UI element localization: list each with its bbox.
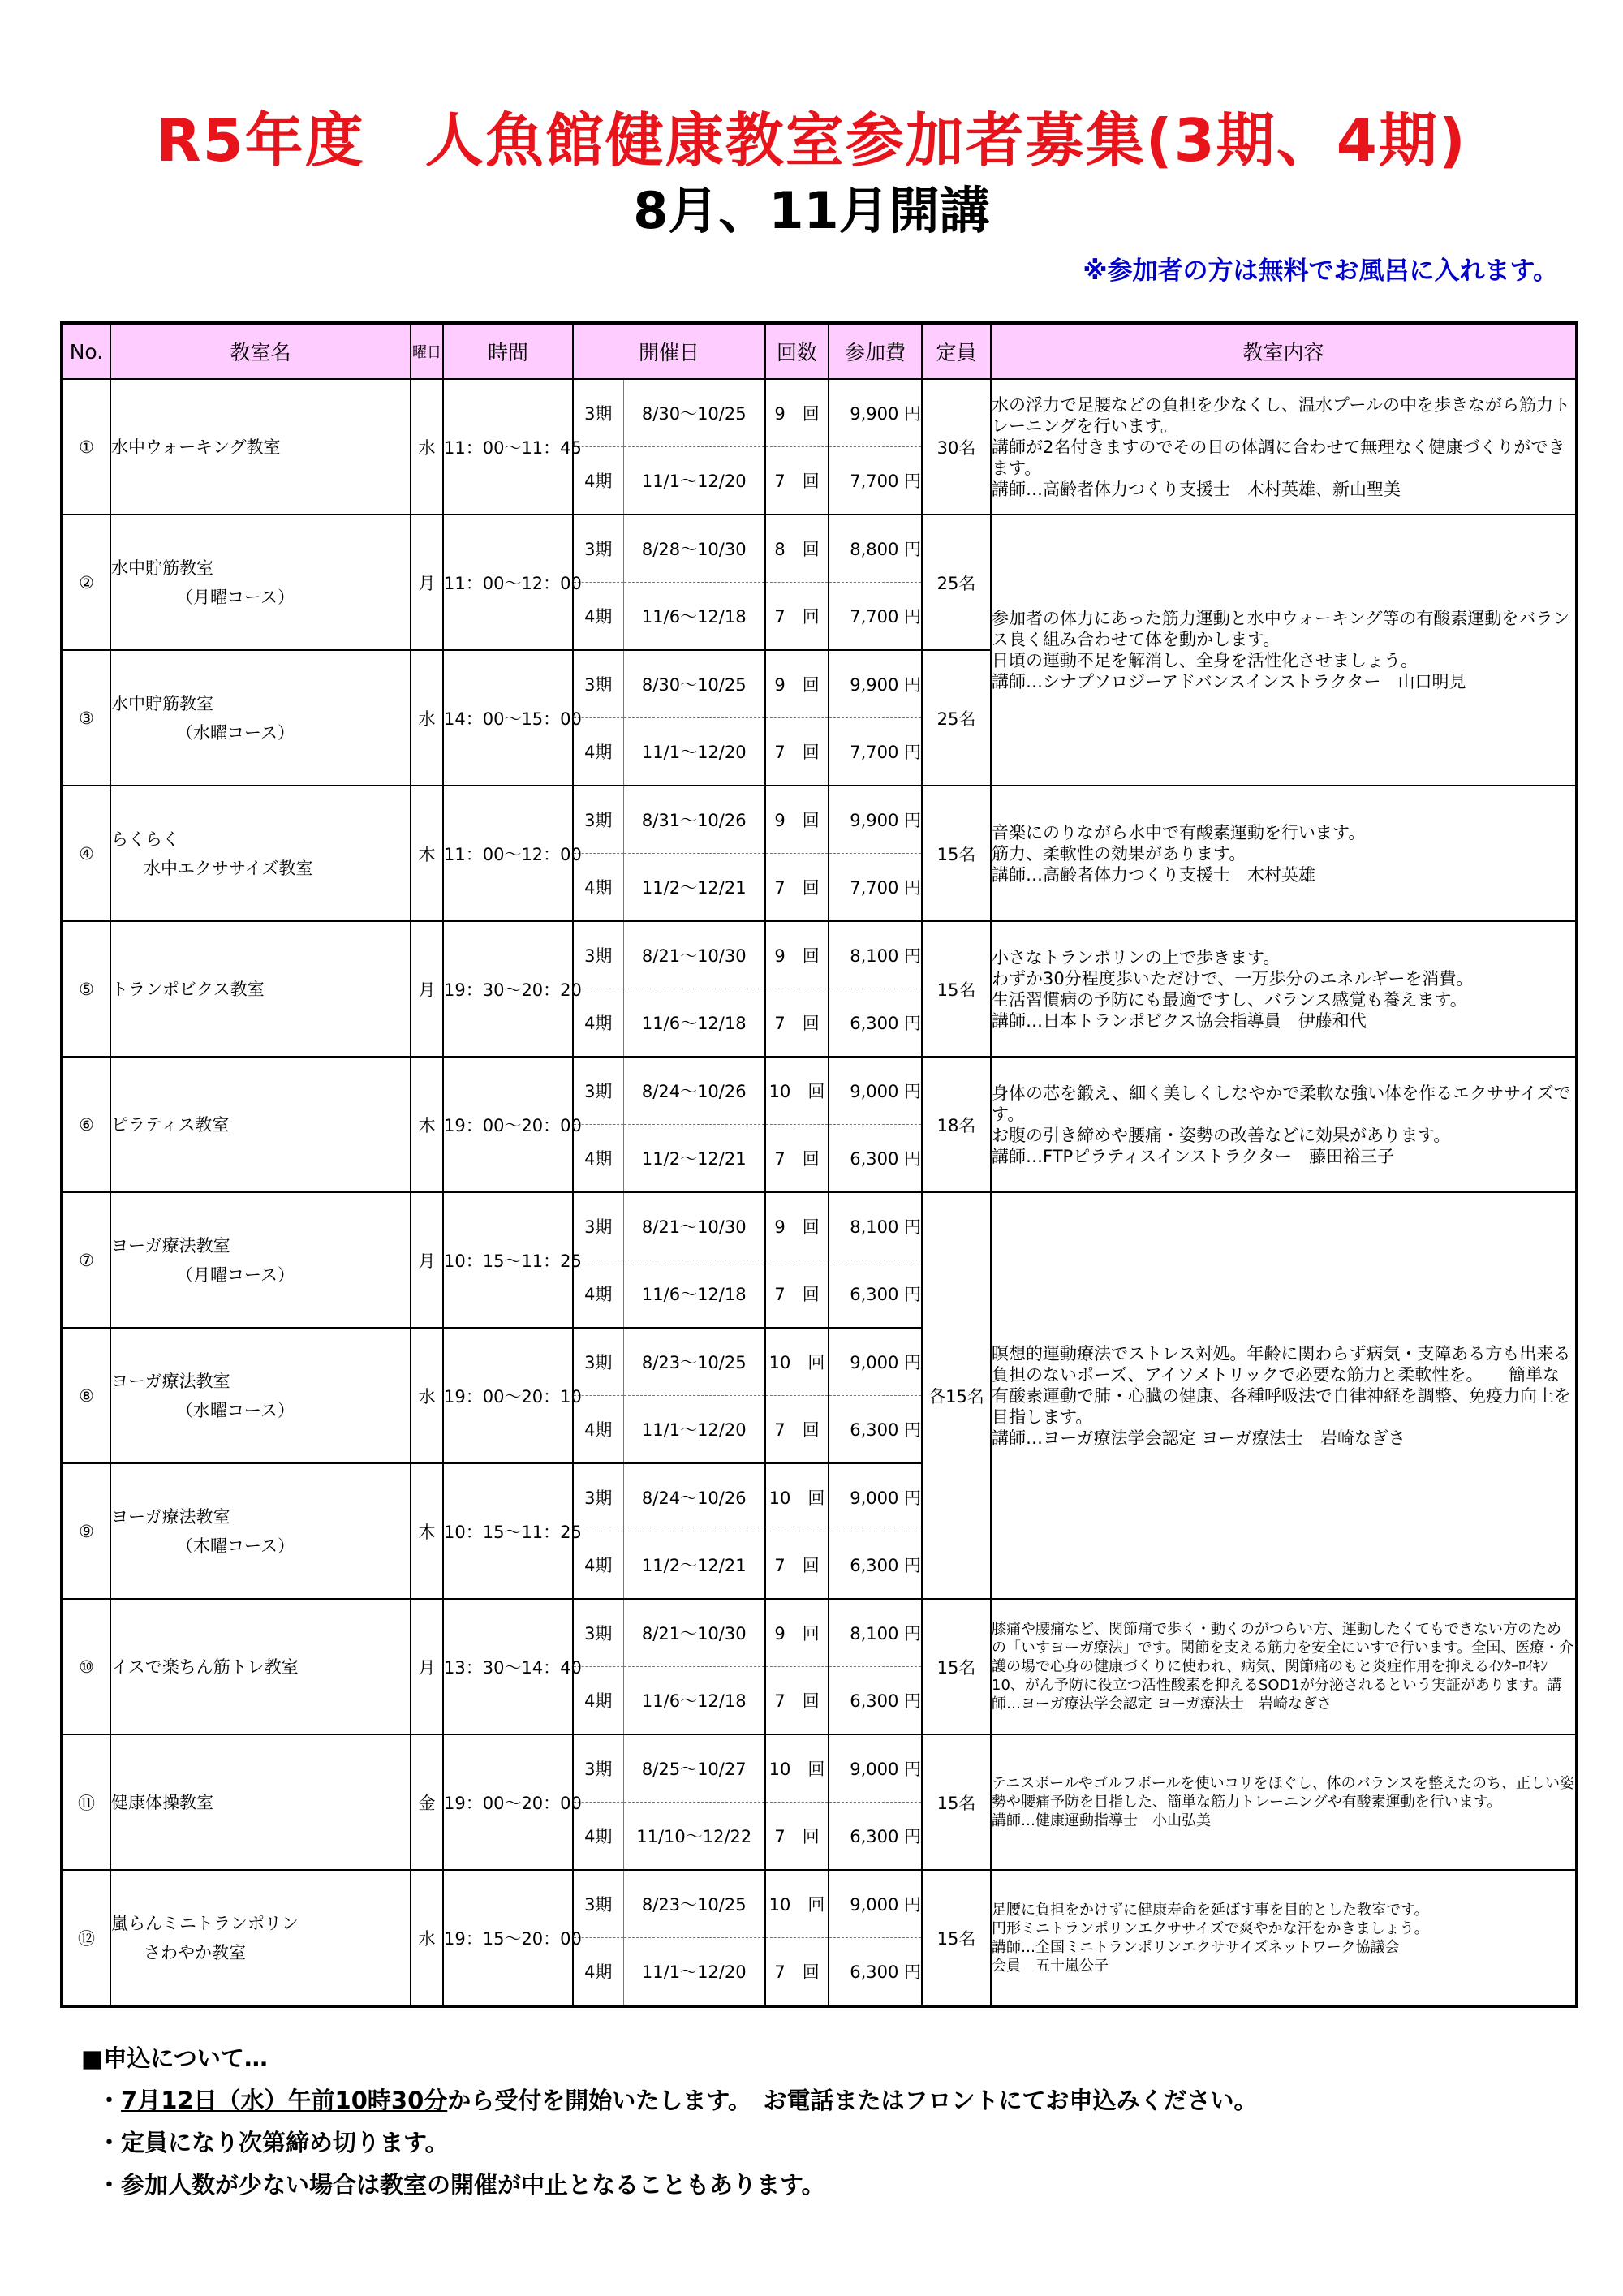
session-fee: 6,300 円 bbox=[829, 989, 922, 1058]
header-day: 曜日 bbox=[411, 323, 443, 379]
class-description bbox=[991, 921, 1577, 1057]
class-name-line1: 嵐らんミニトランポリン bbox=[111, 1913, 299, 1933]
session-count: 7 回 bbox=[765, 1667, 829, 1735]
session-fee: 6,300 円 bbox=[829, 1938, 922, 2007]
class-name-line1: イスで楽ちん筋トレ教室 bbox=[111, 1656, 299, 1677]
class-name-line1: ヨーガ療法教室 bbox=[111, 1235, 230, 1256]
session-count: 7 回 bbox=[765, 718, 829, 786]
description-line: 参加者の体力にあった筋力運動と水中ウォーキング等の有酸素運動をバランス良く組み合わせて体を動かします。 bbox=[992, 609, 1570, 649]
description-line: 講師…全国ミニトランポリンエクササイズネットワーク協議会 bbox=[992, 1938, 1400, 1956]
session-dates: 8/21～10/30 bbox=[623, 1599, 765, 1667]
class-time: 11：00～12：00 bbox=[443, 515, 573, 650]
session-fee: 7,700 円 bbox=[829, 854, 922, 922]
session-fee: 9,900 円 bbox=[829, 786, 922, 854]
class-name-line2: （水曜コース） bbox=[176, 1400, 295, 1420]
session-dates: 8/31～10/26 bbox=[623, 786, 765, 854]
session-count: 8 回 bbox=[765, 515, 829, 583]
class-name bbox=[110, 786, 411, 921]
session-dates: 11/1～12/20 bbox=[623, 447, 765, 515]
class-name bbox=[110, 1599, 411, 1734]
description-line: わずか30分程度歩いただけで、一万歩分のエネルギーを消費。 bbox=[992, 968, 1474, 989]
term-label: 3期 bbox=[573, 1328, 623, 1396]
description-line: テニスボールやゴルフボールを使いコリをほぐし、体のバランスを整えたのち、正しい姿勢や腰痛予防を目指した、簡単な筋力トレーニングや有酸素運動を行います。 bbox=[992, 1775, 1575, 1811]
session-dates: 8/21～10/30 bbox=[623, 1192, 765, 1260]
term-label: 4期 bbox=[573, 854, 623, 922]
class-time: 19：00～20：10 bbox=[443, 1328, 573, 1463]
session-count: 7 回 bbox=[765, 1125, 829, 1193]
session-count: 10 回 bbox=[765, 1057, 829, 1125]
session-fee: 7,700 円 bbox=[829, 718, 922, 786]
session-count: 10 回 bbox=[765, 1734, 829, 1803]
class-capacity: 15名 bbox=[922, 1734, 991, 1870]
session-count: 7 回 bbox=[765, 583, 829, 651]
class-weekday: 月 bbox=[411, 921, 443, 1057]
class-name-line2: さわやか教室 bbox=[144, 1942, 246, 1962]
class-capacity: 30名 bbox=[922, 379, 991, 515]
header-no: No. bbox=[62, 323, 110, 379]
term-label: 4期 bbox=[573, 1396, 623, 1464]
class-name-line2: （月曜コース） bbox=[176, 1264, 295, 1285]
class-capacity: 25名 bbox=[922, 650, 991, 786]
class-time: 19：00～20：00 bbox=[443, 1734, 573, 1870]
session-dates: 11/2～12/21 bbox=[623, 1531, 765, 1600]
description-line: 講師…健康運動指導士 小山弘美 bbox=[992, 1812, 1212, 1829]
class-time: 10：15～11：25 bbox=[443, 1192, 573, 1328]
class-number: ③ bbox=[62, 650, 110, 786]
session-dates: 11/6～12/18 bbox=[623, 1667, 765, 1735]
term-label: 3期 bbox=[573, 1463, 623, 1531]
session-count: 9 回 bbox=[765, 786, 829, 854]
class-weekday: 月 bbox=[411, 1599, 443, 1734]
class-name-line1: 水中貯筋教室 bbox=[111, 693, 213, 713]
table-row bbox=[62, 515, 1577, 583]
description-line: 音楽にのりながら水中で有酸素運動を行います。 bbox=[992, 822, 1366, 842]
session-fee: 9,900 円 bbox=[829, 379, 922, 447]
session-fee: 8,800 円 bbox=[829, 515, 922, 583]
term-label: 3期 bbox=[573, 786, 623, 854]
session-fee: 7,700 円 bbox=[829, 447, 922, 515]
session-dates: 8/23～10/25 bbox=[623, 1328, 765, 1396]
class-name-line1: ヨーガ療法教室 bbox=[111, 1371, 230, 1391]
class-weekday: 水 bbox=[411, 650, 443, 786]
table-row bbox=[62, 1870, 1577, 1938]
description-line: 生活習慣病の予防にも最適ですし、バランス感覚も養えます。 bbox=[992, 989, 1467, 1010]
session-fee: 9,000 円 bbox=[829, 1328, 922, 1396]
session-count: 10 回 bbox=[765, 1463, 829, 1531]
table-body bbox=[62, 379, 1577, 2006]
table-row bbox=[62, 1599, 1577, 1667]
table-row bbox=[62, 786, 1577, 854]
class-number: ⑫ bbox=[62, 1870, 110, 2006]
session-dates: 8/21～10/30 bbox=[623, 921, 765, 989]
class-number: ⑤ bbox=[62, 921, 110, 1057]
description-line: 講師…FTPピラティスインストラクター 藤田裕三子 bbox=[992, 1146, 1395, 1166]
application-start-text: から受付を開始いたします。 お電話またはフロントにてお申込みください。 bbox=[447, 2087, 1258, 2114]
class-capacity: 25名 bbox=[922, 515, 991, 650]
class-number: ② bbox=[62, 515, 110, 650]
header-fee: 参加費 bbox=[829, 323, 922, 379]
term-label: 3期 bbox=[573, 1870, 623, 1938]
class-name-line1: ヨーガ療法教室 bbox=[111, 1506, 230, 1527]
session-fee: 8,100 円 bbox=[829, 921, 922, 989]
session-count: 9 回 bbox=[765, 379, 829, 447]
class-description bbox=[991, 1057, 1577, 1192]
description-line: 講師…シナプソロジーアドバンスインストラクター 山口明見 bbox=[992, 672, 1466, 691]
description-line: 講師…ヨーガ療法学会認定 ヨーガ療法士 岩崎なぎさ bbox=[992, 1428, 1406, 1448]
class-number: ⑩ bbox=[62, 1599, 110, 1734]
description-line: 筋力、柔軟性の効果があります。 bbox=[992, 843, 1246, 864]
class-capacity: 15名 bbox=[922, 1870, 991, 2006]
term-label: 3期 bbox=[573, 650, 623, 718]
session-dates: 11/1～12/20 bbox=[623, 718, 765, 786]
class-description bbox=[991, 515, 1577, 786]
term-label: 3期 bbox=[573, 1599, 623, 1667]
session-count: 7 回 bbox=[765, 1531, 829, 1600]
term-label: 3期 bbox=[573, 1057, 623, 1125]
description-line: 瞑想的運動療法でストレス対処。年齢に関わらず病気・支障ある方も出来る負担のないポーズ、アイソメトリックで必要な筋力と柔軟性を。 簡単な有酸素運動で肺・心臓の健康、各種呼吸法で自律神経を調整、免疫力向上を目指します。 bbox=[992, 1343, 1572, 1427]
session-dates: 8/28～10/30 bbox=[623, 515, 765, 583]
session-count: 10 回 bbox=[765, 1870, 829, 1938]
class-name-line1: らくらく bbox=[111, 829, 179, 849]
session-fee: 9,000 円 bbox=[829, 1734, 922, 1803]
application-start-date: 7月12日（水）午前10時30分 bbox=[121, 2087, 448, 2114]
term-label: 3期 bbox=[573, 515, 623, 583]
session-count: 9 回 bbox=[765, 1192, 829, 1260]
bath-note: ※参加者の方は無料でお風呂に入れます。 bbox=[1083, 256, 1558, 286]
session-dates: 11/6～12/18 bbox=[623, 583, 765, 651]
class-name bbox=[110, 1057, 411, 1192]
session-dates: 8/30～10/25 bbox=[623, 650, 765, 718]
description-line: 日頃の運動不足を解消し、全身を活性化させましょう。 bbox=[992, 651, 1419, 670]
session-fee: 8,100 円 bbox=[829, 1192, 922, 1260]
session-fee: 6,300 円 bbox=[829, 1667, 922, 1735]
description-line: 膝痛や腰痛など、関節痛で歩く・動くのがつらい方、運動したくてもできない方のための「いすヨーガ療法」です。関節を支える筋力を安全にいすで行います。全国、医療・介護の場で心身の健康づくりに使われ、病気、関節痛のもと炎症作用を抑えるｲﾝﾀｰﾛｲｷﾝ10、がん予防に役立つ活性酸素を抑えるSOD1が分泌されるという実証があります。講師…ヨーガ療法学会認定 ヨーガ療法士 岩崎なぎさ bbox=[992, 1621, 1574, 1712]
session-dates: 11/10～12/22 bbox=[623, 1803, 765, 1871]
class-name-line1: 水中ウォーキング教室 bbox=[111, 437, 281, 457]
term-label: 4期 bbox=[573, 718, 623, 786]
table-row bbox=[62, 1057, 1577, 1125]
description-line: 水の浮力で足腰などの負担を少なくし、温水プールの中を歩きながら筋力トレーニングを行います。 bbox=[992, 394, 1570, 436]
class-number: ④ bbox=[62, 786, 110, 921]
class-description bbox=[991, 1870, 1577, 2006]
table-row bbox=[62, 1734, 1577, 1803]
class-description bbox=[991, 786, 1577, 921]
term-label: 4期 bbox=[573, 583, 623, 651]
session-count: 7 回 bbox=[765, 989, 829, 1058]
session-dates: 8/30～10/25 bbox=[623, 379, 765, 447]
session-dates: 8/25～10/27 bbox=[623, 1734, 765, 1803]
header-count: 回数 bbox=[765, 323, 829, 379]
description-line: 講師が2名付きますのでその日の体調に合わせて無理なく健康づくりができます。 bbox=[992, 437, 1565, 478]
description-line: 会員 五十嵐公子 bbox=[992, 1957, 1109, 1975]
application-heading: ■申込について… bbox=[81, 2044, 268, 2072]
session-count: 7 回 bbox=[765, 1938, 829, 2007]
class-name-line2: 水中エクササイズ教室 bbox=[144, 858, 313, 878]
header-time: 時間 bbox=[443, 323, 573, 379]
table-row bbox=[62, 1192, 1577, 1260]
class-number: ⑨ bbox=[62, 1463, 110, 1599]
session-count: 7 回 bbox=[765, 1260, 829, 1329]
description-line: 小さなトランポリンの上で歩きます。 bbox=[992, 947, 1281, 967]
session-dates: 11/1～12/20 bbox=[623, 1396, 765, 1464]
session-dates: 11/2～12/21 bbox=[623, 1125, 765, 1193]
class-description bbox=[991, 1734, 1577, 1870]
description-line: 身体の芯を鍛え、細く美しくしなやかで柔軟な強い体を作るエクササイズです。 bbox=[992, 1083, 1571, 1124]
cancellation-note: ・参加人数が少ない場合は教室の開催が中止となることもあります。 bbox=[97, 2171, 825, 2199]
term-label: 4期 bbox=[573, 989, 623, 1058]
session-fee: 6,300 円 bbox=[829, 1396, 922, 1464]
class-name bbox=[110, 1463, 411, 1599]
class-name bbox=[110, 515, 411, 650]
session-count: 7 回 bbox=[765, 854, 829, 922]
description-line: お腹の引き締めや腰痛・姿勢の改善などに効果があります。 bbox=[992, 1125, 1451, 1145]
class-capacity: 15名 bbox=[922, 921, 991, 1057]
description-line: 講師…高齢者体力つくり支援士 木村英雄、新山聖美 bbox=[992, 479, 1401, 499]
class-name-line1: ピラティス教室 bbox=[111, 1114, 230, 1135]
session-count: 10 回 bbox=[765, 1328, 829, 1396]
session-fee: 6,300 円 bbox=[829, 1531, 922, 1600]
class-capacity: 15名 bbox=[922, 786, 991, 921]
session-fee: 9,000 円 bbox=[829, 1870, 922, 1938]
term-label: 3期 bbox=[573, 921, 623, 989]
term-label: 3期 bbox=[573, 379, 623, 447]
class-weekday: 木 bbox=[411, 1057, 443, 1192]
class-name bbox=[110, 379, 411, 515]
session-count: 9 回 bbox=[765, 650, 829, 718]
class-number: ① bbox=[62, 379, 110, 515]
term-label: 3期 bbox=[573, 1192, 623, 1260]
class-name bbox=[110, 921, 411, 1057]
session-dates: 11/6～12/18 bbox=[623, 989, 765, 1058]
class-name bbox=[110, 1328, 411, 1463]
class-weekday: 月 bbox=[411, 515, 443, 650]
class-schedule-table bbox=[60, 321, 1578, 2008]
class-time: 14：00～15：00 bbox=[443, 650, 573, 786]
term-label: 4期 bbox=[573, 1803, 623, 1871]
session-fee: 6,300 円 bbox=[829, 1803, 922, 1871]
class-time: 19：15～20：00 bbox=[443, 1870, 573, 2006]
table-row bbox=[62, 921, 1577, 989]
class-name-line2: （水曜コース） bbox=[176, 722, 295, 743]
class-description bbox=[991, 1192, 1577, 1599]
table-row bbox=[62, 379, 1577, 447]
class-weekday: 水 bbox=[411, 1328, 443, 1463]
bullet: ・ bbox=[97, 2087, 122, 2114]
session-dates: 8/24～10/26 bbox=[623, 1463, 765, 1531]
page-title: R5年度 人魚館健康教室参加者募集(3期、4期) bbox=[156, 106, 1467, 174]
header-capacity: 定員 bbox=[922, 323, 991, 379]
class-time: 19：00～20：00 bbox=[443, 1057, 573, 1192]
class-weekday: 月 bbox=[411, 1192, 443, 1328]
header-name: 教室名 bbox=[110, 323, 411, 379]
class-name-line2: （木曜コース） bbox=[176, 1536, 295, 1556]
description-line: 円形ミニトランポリンエクササイズで爽やかな汗をかきましょう。 bbox=[992, 1919, 1429, 1937]
term-label: 4期 bbox=[573, 1531, 623, 1600]
class-capacity: 各15名 bbox=[922, 1192, 991, 1599]
class-weekday: 金 bbox=[411, 1734, 443, 1870]
session-fee: 9,000 円 bbox=[829, 1463, 922, 1531]
description-line: 講師…高齢者体力つくり支援士 木村英雄 bbox=[992, 864, 1316, 885]
class-name bbox=[110, 1734, 411, 1870]
session-dates: 11/2～12/21 bbox=[623, 854, 765, 922]
session-dates: 8/23～10/25 bbox=[623, 1870, 765, 1938]
class-weekday: 水 bbox=[411, 1870, 443, 2006]
description-line: 講師…日本トランポビクス協会指導員 伊藤和代 bbox=[992, 1010, 1367, 1031]
class-name bbox=[110, 650, 411, 786]
term-label: 4期 bbox=[573, 1938, 623, 2007]
class-name-line1: 健康体操教室 bbox=[111, 1792, 213, 1812]
class-capacity: 18名 bbox=[922, 1057, 991, 1192]
class-time: 11：00～11：45 bbox=[443, 379, 573, 515]
session-count: 9 回 bbox=[765, 921, 829, 989]
term-label: 4期 bbox=[573, 1260, 623, 1329]
class-name-line1: 水中貯筋教室 bbox=[111, 558, 213, 578]
session-fee: 6,300 円 bbox=[829, 1125, 922, 1193]
class-weekday: 木 bbox=[411, 786, 443, 921]
session-count: 7 回 bbox=[765, 1396, 829, 1464]
session-fee: 8,100 円 bbox=[829, 1599, 922, 1667]
class-time: 19：30～20：20 bbox=[443, 921, 573, 1057]
term-label: 4期 bbox=[573, 1125, 623, 1193]
session-count: 7 回 bbox=[765, 1803, 829, 1871]
session-dates: 11/6～12/18 bbox=[623, 1260, 765, 1329]
class-number: ⑪ bbox=[62, 1734, 110, 1870]
term-label: 4期 bbox=[573, 1667, 623, 1735]
class-description bbox=[991, 1599, 1577, 1734]
header-dates: 開催日 bbox=[573, 323, 765, 379]
description-line: 足腰に負担をかけずに健康寿命を延ばす事を目的とした教室です。 bbox=[992, 1901, 1429, 1919]
session-count: 9 回 bbox=[765, 1599, 829, 1667]
page-subtitle: 8月、11月開講 bbox=[633, 181, 990, 240]
class-description bbox=[991, 379, 1577, 515]
class-name bbox=[110, 1870, 411, 2006]
class-number: ⑧ bbox=[62, 1328, 110, 1463]
session-count: 7 回 bbox=[765, 447, 829, 515]
table-header-row bbox=[62, 323, 1577, 379]
session-fee: 7,700 円 bbox=[829, 583, 922, 651]
class-name-line1: トランポビクス教室 bbox=[111, 979, 265, 999]
class-number: ⑦ bbox=[62, 1192, 110, 1328]
application-info bbox=[81, 2037, 1257, 2206]
session-fee: 9,900 円 bbox=[829, 650, 922, 718]
class-time: 13：30～14：40 bbox=[443, 1599, 573, 1734]
class-time: 11：00～12：00 bbox=[443, 786, 573, 921]
class-name-line2: （月曜コース） bbox=[176, 587, 295, 607]
application-start-line bbox=[81, 2079, 1257, 2122]
class-capacity: 15名 bbox=[922, 1599, 991, 1734]
class-name bbox=[110, 1192, 411, 1328]
session-fee: 9,000 円 bbox=[829, 1057, 922, 1125]
header-content: 教室内容 bbox=[991, 323, 1577, 379]
capacity-note: ・定員になり次第締め切ります。 bbox=[97, 2129, 449, 2156]
class-number: ⑥ bbox=[62, 1057, 110, 1192]
session-fee: 6,300 円 bbox=[829, 1260, 922, 1329]
term-label: 3期 bbox=[573, 1734, 623, 1803]
session-dates: 8/24～10/26 bbox=[623, 1057, 765, 1125]
session-dates: 11/1～12/20 bbox=[623, 1938, 765, 2007]
class-time: 10：15～11：25 bbox=[443, 1463, 573, 1599]
class-weekday: 水 bbox=[411, 379, 443, 515]
term-label: 4期 bbox=[573, 447, 623, 515]
class-weekday: 木 bbox=[411, 1463, 443, 1599]
